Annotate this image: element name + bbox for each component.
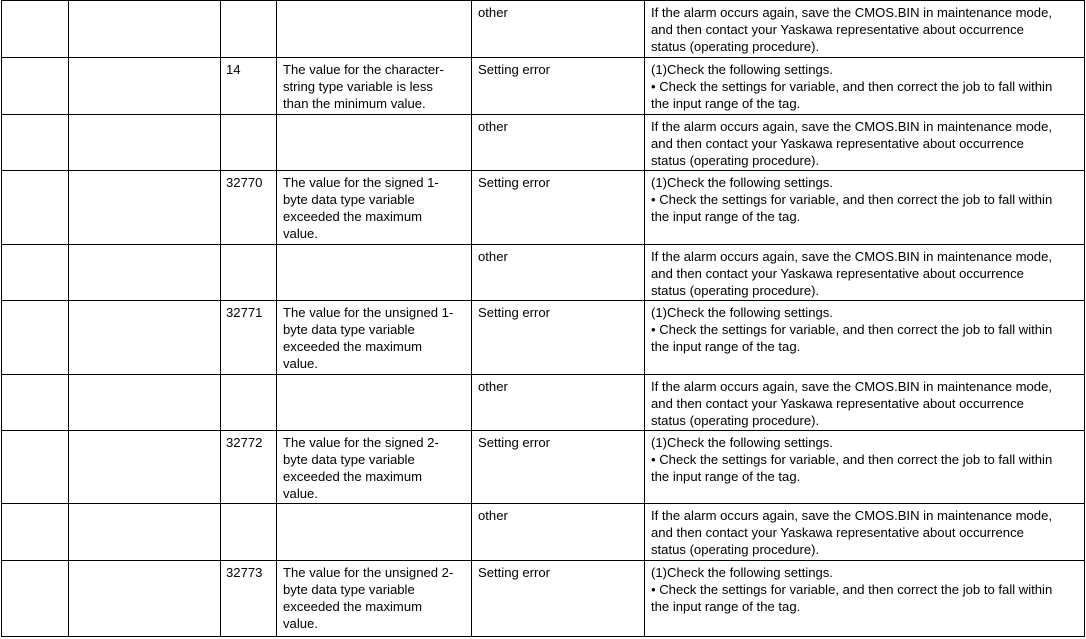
cause-cell: other [472, 1, 645, 58]
subcode-cell: 32773 [221, 561, 277, 637]
subcode-cell [221, 115, 277, 171]
description-cell: The value for the unsigned 2- byte data type variable exceeded the maximum value. [277, 561, 472, 637]
cause-cell: other [472, 504, 645, 561]
description-cell [277, 375, 472, 431]
cause-cell: Setting error [472, 561, 645, 637]
cause-cell: other [472, 375, 645, 431]
remedy-cell: (1)Check the following settings. • Check the settings for variable, and then correct the job to fall within the input range of the tag. [645, 431, 1085, 504]
blank-cell [2, 171, 69, 245]
cause-cell: Setting error [472, 431, 645, 504]
description-cell [277, 245, 472, 301]
table-row [2, 245, 1085, 301]
table-row [2, 1, 1085, 58]
table-row [2, 504, 1085, 561]
remedy-cell: If the alarm occurs again, save the CMOS.BIN in maintenance mode, and then contact your Yaskawa representative about occurrence status (operating procedure). [645, 504, 1085, 561]
remedy-cell: If the alarm occurs again, save the CMOS.BIN in maintenance mode, and then contact your Yaskawa representative about occurrence status (operating procedure). [645, 245, 1085, 301]
description-cell: The value for the unsigned 1- byte data type variable exceeded the maximum value. [277, 301, 472, 375]
table-row [2, 431, 1085, 504]
cause-cell: other [472, 245, 645, 301]
blank-cell [2, 301, 69, 375]
description-cell: The value for the character- string type variable is less than the minimum value. [277, 58, 472, 115]
blank-cell [2, 245, 69, 301]
remedy-cell: (1)Check the following settings. • Check the settings for variable, and then correct the job to fall within the input range of the tag. [645, 171, 1085, 245]
remedy-cell: If the alarm occurs again, save the CMOS.BIN in maintenance mode, and then contact your Yaskawa representative about occurrence status (operating procedure). [645, 115, 1085, 171]
blank-cell [2, 561, 69, 637]
cause-cell: Setting error [472, 58, 645, 115]
table-row [2, 58, 1085, 115]
remedy-cell: If the alarm occurs again, save the CMOS.BIN in maintenance mode, and then contact your Yaskawa representative about occurrence status (operating procedure). [645, 375, 1085, 431]
table-row [2, 561, 1085, 637]
blank-cell [69, 58, 221, 115]
alarm-table-body [2, 1, 1085, 637]
description-cell: The value for the signed 2- byte data type variable exceeded the maximum value. [277, 431, 472, 504]
remedy-cell: (1)Check the following settings. • Check the settings for variable, and then correct the job to fall within the input range of the tag. [645, 58, 1085, 115]
blank-cell [2, 375, 69, 431]
table-row [2, 171, 1085, 245]
cause-cell: Setting error [472, 171, 645, 245]
subcode-cell [221, 375, 277, 431]
cause-cell: Setting error [472, 301, 645, 375]
alarm-table [1, 0, 1085, 637]
blank-cell [69, 1, 221, 58]
blank-cell [69, 561, 221, 637]
table-row [2, 301, 1085, 375]
description-cell: The value for the signed 1- byte data type variable exceeded the maximum value. [277, 171, 472, 245]
description-cell [277, 504, 472, 561]
subcode-cell [221, 504, 277, 561]
blank-cell [69, 171, 221, 245]
table-row [2, 115, 1085, 171]
blank-cell [69, 301, 221, 375]
blank-cell [2, 58, 69, 115]
remedy-cell: (1)Check the following settings. • Check the settings for variable, and then correct the job to fall within the input range of the tag. [645, 561, 1085, 637]
blank-cell [69, 431, 221, 504]
subcode-cell: 32772 [221, 431, 277, 504]
subcode-cell: 14 [221, 58, 277, 115]
blank-cell [69, 115, 221, 171]
description-cell [277, 1, 472, 58]
cause-cell: other [472, 115, 645, 171]
subcode-cell: 32771 [221, 301, 277, 375]
table-row [2, 375, 1085, 431]
blank-cell [2, 504, 69, 561]
subcode-cell [221, 245, 277, 301]
subcode-cell [221, 1, 277, 58]
blank-cell [2, 431, 69, 504]
subcode-cell: 32770 [221, 171, 277, 245]
blank-cell [69, 245, 221, 301]
blank-cell [2, 1, 69, 58]
description-cell [277, 115, 472, 171]
remedy-cell: If the alarm occurs again, save the CMOS.BIN in maintenance mode, and then contact your Yaskawa representative about occurrence status (operating procedure). [645, 1, 1085, 58]
blank-cell [2, 115, 69, 171]
blank-cell [69, 504, 221, 561]
blank-cell [69, 375, 221, 431]
remedy-cell: (1)Check the following settings. • Check the settings for variable, and then correct the job to fall within the input range of the tag. [645, 301, 1085, 375]
